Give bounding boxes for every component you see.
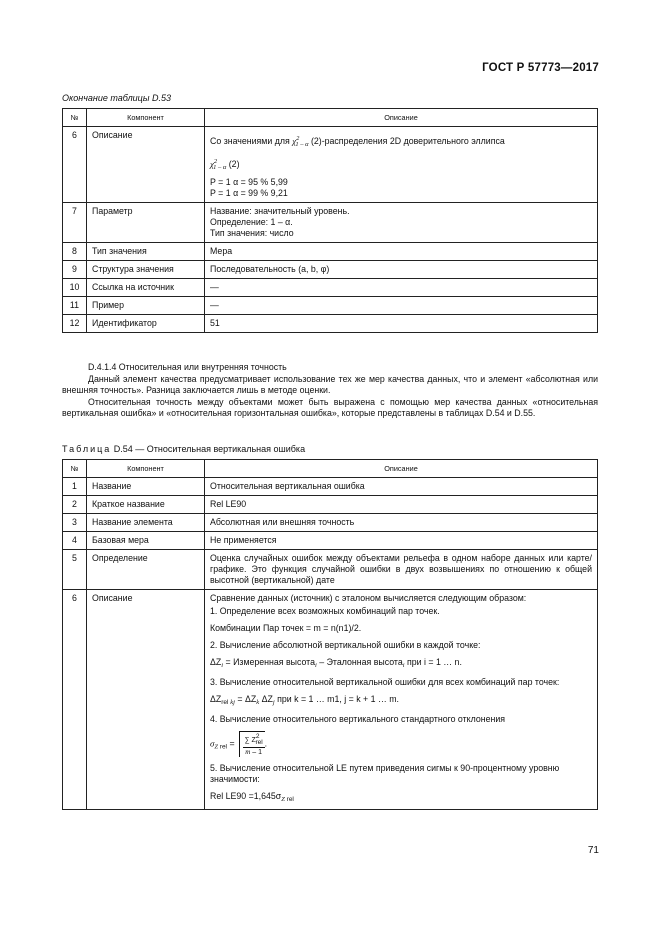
column-header-component: Компонент bbox=[87, 460, 205, 478]
table-row bbox=[63, 243, 598, 261]
table-row bbox=[63, 514, 598, 532]
row-description: Мера bbox=[205, 243, 598, 261]
table2-caption: Таблица D.54 — Относительная вертикальная ошибка bbox=[62, 444, 306, 454]
row-component: Идентификатор bbox=[87, 315, 205, 333]
row-description: Последовательность (a, b, φ) bbox=[205, 261, 598, 279]
row-number: 11 bbox=[63, 297, 87, 315]
desc-line: 5. Вычисление относительной LE путем приведения сигмы к 90-процентному уровню значимости: bbox=[210, 763, 560, 784]
row-component: Название bbox=[87, 478, 205, 496]
desc-line: Тип значения: число bbox=[210, 228, 294, 238]
desc-text: (2)-распределения 2D доверительного эллипса bbox=[310, 136, 505, 146]
row-component: Структура значения bbox=[87, 261, 205, 279]
row-component: Описание bbox=[87, 590, 205, 810]
row-number: 6 bbox=[63, 590, 87, 810]
table-row bbox=[63, 297, 598, 315]
formula-chi-square: $\chi^2_{1 - \alpha}$ bbox=[292, 135, 309, 148]
section-heading: D.4.1.4 Относительная или внутренняя точность bbox=[88, 362, 287, 372]
table-row bbox=[63, 550, 598, 590]
row-number: 3 bbox=[63, 514, 87, 532]
table-row bbox=[63, 261, 598, 279]
row-description bbox=[205, 203, 598, 243]
table-header-row bbox=[63, 109, 598, 127]
row-description: Не применяется bbox=[205, 532, 598, 550]
column-header-number: № bbox=[63, 109, 87, 127]
table-row bbox=[63, 590, 598, 810]
page-number: 71 bbox=[587, 845, 599, 856]
column-header-description: Описание bbox=[205, 109, 598, 127]
table-d54 bbox=[62, 459, 598, 810]
column-header-description: Описание bbox=[205, 460, 598, 478]
row-number: 2 bbox=[63, 496, 87, 514]
row-component: Определение bbox=[87, 550, 205, 590]
desc-line: 2. Вычисление абсолютной вертикальной ошибки в каждой точке: bbox=[210, 640, 481, 650]
desc-line: Определение: 1 – α. bbox=[210, 217, 293, 227]
desc-line: Название: значительный уровень. bbox=[210, 206, 350, 216]
desc-line: P = 1 α = 95 % 5,99 bbox=[210, 177, 288, 187]
row-component: Пример bbox=[87, 297, 205, 315]
table-row bbox=[63, 315, 598, 333]
row-component: Базовая мера bbox=[87, 532, 205, 550]
row-component: Краткое название bbox=[87, 496, 205, 514]
row-number: 9 bbox=[63, 261, 87, 279]
formula-sigma: $\sigma_{Z rel}$ = $\frac{\text{∑ Z2rel}}{m - 1}$ . bbox=[210, 733, 268, 756]
row-description: 51 bbox=[205, 315, 598, 333]
desc-line: Комбинации Пар точек = m = n(n1)/2. bbox=[210, 623, 362, 633]
table-row bbox=[63, 496, 598, 514]
row-description: Относительная вертикальная ошибка bbox=[205, 478, 598, 496]
table-header-row bbox=[63, 460, 598, 478]
row-component: Описание bbox=[87, 127, 205, 203]
table-row bbox=[63, 127, 598, 203]
row-number: 7 bbox=[63, 203, 87, 243]
row-component: Тип значения bbox=[87, 243, 205, 261]
row-number: 5 bbox=[63, 550, 87, 590]
row-number: 6 bbox=[63, 127, 87, 203]
desc-line: P = 1 α = 99 % 9,21 bbox=[210, 188, 288, 198]
row-component: Параметр bbox=[87, 203, 205, 243]
row-description: Абсолютная или внешняя точность bbox=[205, 514, 598, 532]
desc-text: Со значениями для bbox=[210, 136, 290, 146]
paragraph: Данный элемент качества предусматривает использование тех же мер качества данных, что и элемент «абсолютная или внешняя точность». Разница заключается лишь в методе оценки. bbox=[62, 373, 598, 395]
formula-chi-square-2: $\chi^2_{1 - \alpha}$ (2) bbox=[210, 158, 240, 171]
table-row bbox=[63, 532, 598, 550]
document-header: ГОСТ Р 57773—2017 bbox=[482, 62, 599, 74]
section-text bbox=[62, 362, 598, 420]
table-d53-end bbox=[62, 108, 598, 333]
row-number: 4 bbox=[63, 532, 87, 550]
row-description: Оценка случайных ошибок между объектами рельефа в одном наборе данных или карте/графике. Это функция случайной ошибки в двух возвышениях по отношению к общей высотной (вертикальной) дате bbox=[205, 550, 598, 590]
row-description: — bbox=[205, 279, 598, 297]
table-row bbox=[63, 478, 598, 496]
row-description bbox=[205, 127, 598, 203]
column-header-number: № bbox=[63, 460, 87, 478]
formula-delta-z: $\Delta Z_i$ = Измеренная высота$_i$ – Эталонная высота$_i$ при i = 1 … n. bbox=[210, 657, 462, 669]
table1-caption: Окончание таблицы D.53 bbox=[62, 93, 171, 103]
formula-rel-le90: Rel $LE90 =1,645\sigma_{Z rel}$ bbox=[210, 791, 294, 803]
desc-line: Сравнение данных (источник) с эталоном вычисляется следующим образом: bbox=[210, 593, 527, 603]
row-number: 8 bbox=[63, 243, 87, 261]
desc-line: 4. Вычисление относительного вертикального стандартного отклонения bbox=[210, 714, 506, 724]
paragraph: Относительная точность между объектами может быть выражена с помощью мер качества данных «относительная вертикальная ошибка» и «относительная горизонтальная ошибка», которые представлены в таблицах D.54 и D.55. bbox=[62, 396, 598, 418]
table-row bbox=[63, 203, 598, 243]
desc-line: 1. Определение всех возможных комбинаций пар точек. bbox=[210, 606, 440, 616]
column-header-component: Компонент bbox=[87, 109, 205, 127]
row-number: 12 bbox=[63, 315, 87, 333]
row-component: Ссылка на источник bbox=[87, 279, 205, 297]
row-number: 10 bbox=[63, 279, 87, 297]
table-row bbox=[63, 279, 598, 297]
row-number: 1 bbox=[63, 478, 87, 496]
row-component: Название элемента bbox=[87, 514, 205, 532]
row-description: — bbox=[205, 297, 598, 315]
formula-relative-delta: $\Delta Z_{rel kj} = \Delta Z_k$ $\Delta Z_j$ при k = 1 … m1, j = k + 1 … m. bbox=[210, 694, 399, 706]
desc-line: 3. Вычисление относительной вертикальной ошибки для всех комбинаций пар точек: bbox=[210, 677, 560, 687]
row-description: Rel LE90 bbox=[205, 496, 598, 514]
row-description bbox=[205, 590, 598, 810]
